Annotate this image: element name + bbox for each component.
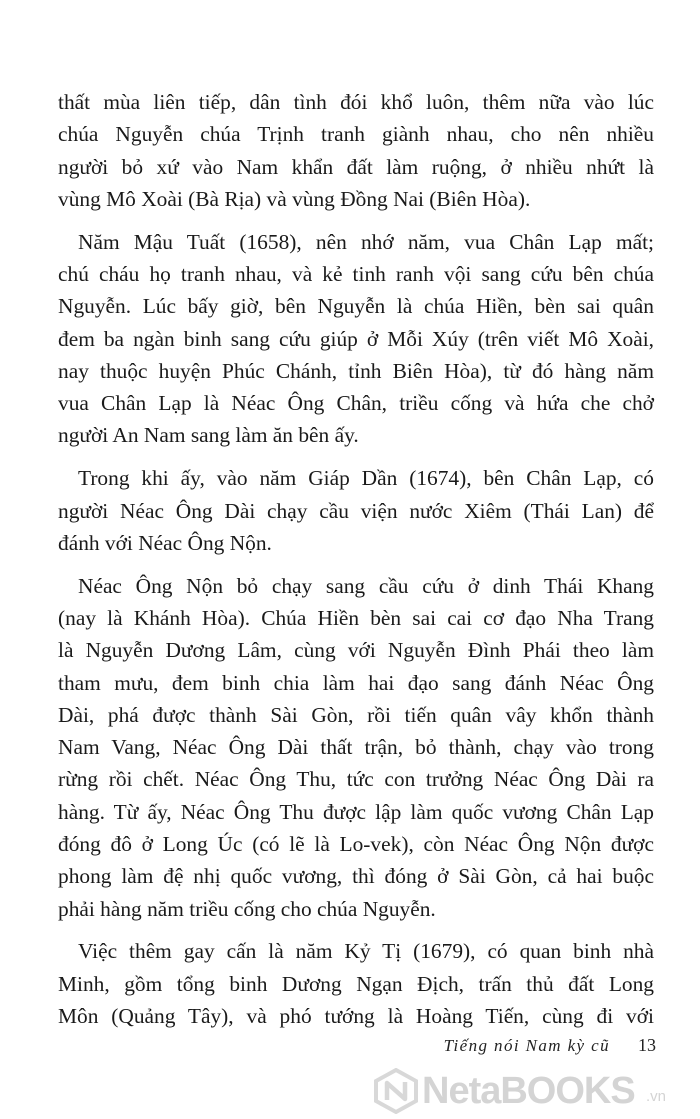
netabooks-logo-icon bbox=[372, 1068, 420, 1114]
text-line: chú cháu họ tranh nhau, và kẻ tinh ranh vội sang cứu bên chúa bbox=[58, 261, 654, 286]
page-number: 13 bbox=[638, 1035, 656, 1055]
text-line: tham mưu, đem binh chia làm hai đạo sang đánh Néac Ông bbox=[58, 670, 654, 695]
watermark-brand: NetaBOOKS bbox=[422, 1070, 635, 1112]
text-line: đóng đô ở Long Úc (có lẽ là Lo-vek), còn Néac Ông Nộn được bbox=[58, 832, 654, 857]
text-line: Minh, gồm tổng binh Dương Ngạn Địch, trấn thủ đất Long bbox=[58, 971, 654, 996]
watermark-suffix: .vn bbox=[646, 1088, 667, 1105]
text-line: người bỏ xứ vào Nam khẩn đất làm ruộng, ở nhiều nhứt là bbox=[58, 154, 654, 179]
text-line: Việc thêm gay cấn là năm Kỷ Tị (1679), có quan binh nhà bbox=[78, 939, 654, 964]
paragraph bbox=[58, 570, 654, 925]
paragraph bbox=[58, 86, 654, 215]
watermark bbox=[372, 1068, 692, 1114]
text-line: phong làm đệ nhị quốc vương, thì đóng ở Sài Gòn, cả hai buộc bbox=[58, 864, 654, 889]
text-line: vua Chân Lạp là Néac Ông Chân, triều cống và hứa che chở bbox=[58, 391, 654, 416]
text-line: Năm Mậu Tuất (1658), nên nhớ năm, vua Chân Lạp mất; bbox=[78, 229, 654, 254]
paragraph bbox=[58, 935, 654, 1032]
text-line: Nguyễn. Lúc bấy giờ, bên Nguyễn là chúa Hiền, bèn sai quân bbox=[58, 294, 654, 319]
text-line: Néac Ông Nộn bỏ chạy sang cầu cứu ở dinh Thái Khang bbox=[78, 573, 654, 598]
text-line: Dài, phá được thành Sài Gòn, rồi tiến quân vây khổn thành bbox=[58, 702, 654, 727]
text-line: vùng Mô Xoài (Bà Rịa) và vùng Đồng Nai (Biên Hòa). bbox=[58, 186, 531, 211]
text-line: đánh với Néac Ông Nộn. bbox=[58, 530, 272, 555]
text-line: chúa Nguyễn chúa Trịnh tranh giành nhau, cho nên nhiều bbox=[58, 122, 654, 147]
text-line: người An Nam sang làm ăn bên ấy. bbox=[58, 423, 359, 448]
text-line: thất mùa liên tiếp, dân tình đói khổ luôn, thêm nữa vào lúc bbox=[58, 90, 654, 114]
paragraph bbox=[58, 226, 654, 452]
text-line: Môn (Quảng Tây), và phó tướng là Hoàng Tiến, cùng đi với bbox=[58, 1004, 654, 1029]
text-line: Nam Vang, Néac Ông Dài thất trận, bỏ thành, chạy vào trong bbox=[58, 735, 654, 760]
text-line: đem ba ngàn binh sang cứu giúp ở Mỗi Xúy (trên viết Mô Xoài, bbox=[58, 326, 654, 351]
text-line: hàng. Từ ấy, Néac Ông Thu được lập làm quốc vương Chân Lạp bbox=[58, 799, 654, 824]
text-line: là Nguyễn Dương Lâm, cùng với Nguyễn Đình Phái theo làm bbox=[58, 638, 654, 663]
running-title: Tiếng nói Nam kỳ cũ bbox=[443, 1036, 610, 1055]
text-line: Trong khi ấy, vào năm Giáp Dần (1674), bên Chân Lạp, có bbox=[78, 466, 654, 491]
body-text bbox=[58, 86, 654, 1043]
text-line: phải hàng năm triều cống cho chúa Nguyễn. bbox=[58, 896, 436, 921]
page-footer bbox=[0, 1036, 700, 1066]
text-line: (nay là Khánh Hòa). Chúa Hiền bèn sai cai cơ đạo Nha Trang bbox=[58, 605, 654, 630]
paragraph bbox=[58, 462, 654, 559]
text-line: rừng rồi chết. Néac Ông Thu, tức con trưởng Néac Ông Dài ra bbox=[58, 767, 654, 792]
text-line: nay thuộc huyện Phúc Chánh, tỉnh Biên Hòa), từ đó hàng năm bbox=[58, 358, 654, 383]
text-line: người Néac Ông Dài chạy cầu viện nước Xiêm (Thái Lan) để bbox=[58, 498, 654, 523]
